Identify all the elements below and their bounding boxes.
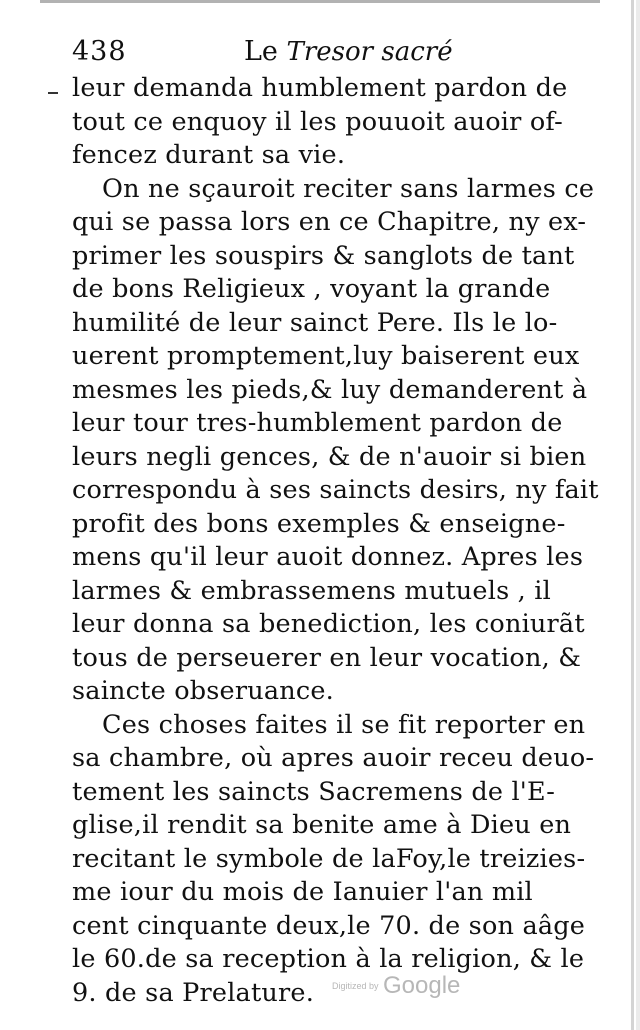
text-line: primer les souspirs & sanglots de tant bbox=[72, 240, 575, 271]
text-line: cent cinquante deux,le 70. de son aâge bbox=[72, 910, 586, 941]
text-line: fencez durant sa vie. bbox=[72, 140, 346, 170]
body-text bbox=[72, 72, 599, 1010]
text-line: tous de perseuerer en leur vocation, & bbox=[72, 642, 582, 673]
digitized-watermark bbox=[332, 972, 460, 1000]
running-header bbox=[72, 36, 572, 76]
text-line: tement les saincts Sacremens de l'E- bbox=[72, 776, 556, 807]
text-line: mens qu'il leur auoit donnez. Apres les bbox=[72, 542, 584, 572]
text-line: mesmes les pieds,& luy demanderent à bbox=[72, 374, 588, 405]
text-line: 9. de sa Prelature. bbox=[72, 977, 315, 1008]
text-line: qui se passa lors en ce Chapitre, ny ex- bbox=[72, 207, 587, 237]
text-line: recitant le symbole de laFoy,le treizies- bbox=[72, 843, 586, 874]
text-line: le 60.de sa reception à la religion, & le bbox=[72, 944, 585, 974]
text-line: leurs negli gences, & de n'auoir si bien bbox=[72, 441, 587, 472]
running-title bbox=[244, 36, 453, 67]
text-line: uerent promptement,luy baiserent eux bbox=[72, 341, 580, 371]
text-line: saincte obseruance. bbox=[72, 676, 334, 706]
page-gutter-shadow bbox=[636, 0, 640, 1030]
paragraph-first-line: Ces choses faites il se fit reporter en bbox=[102, 709, 586, 740]
text-line: glise,il rendit sa benite ame à Dieu en bbox=[72, 810, 572, 840]
text-line: correspondu à ses saincts desirs, ny fait bbox=[72, 475, 599, 505]
text-line: humilité de leur sainct Pere. Ils le lo- bbox=[72, 307, 558, 338]
paragraph-first-line: On ne sçauroit reciter sans larmes ce bbox=[102, 173, 595, 204]
text-line: leur demanda humblement pardon de bbox=[72, 73, 568, 103]
text-line: profit des bons exemples & enseigne- bbox=[72, 508, 566, 539]
text-line: larmes & embrassemens mutuels , il bbox=[72, 575, 551, 606]
page-number: 438 bbox=[72, 36, 127, 67]
google-logo: Google bbox=[382, 972, 461, 999]
margin-mark bbox=[48, 92, 58, 94]
text-line: de bons Religieux , voyant la grande bbox=[72, 274, 551, 304]
text-line: me iour du mois de Ianuier l'an mil bbox=[72, 877, 533, 907]
text-line: tout ce enquoy il les pouuoit auoir of- bbox=[72, 106, 563, 137]
text-line: sa chambre, où apres auoir receu deuo- bbox=[72, 743, 595, 773]
page-right-edge bbox=[631, 0, 634, 1030]
text-line: leur donna sa benediction, les coniurãt bbox=[72, 609, 585, 639]
page-top-edge bbox=[40, 0, 600, 3]
text-line: leur tour tres-humblement pardon de bbox=[72, 408, 563, 438]
watermark-prefix: Digitized by bbox=[332, 981, 379, 991]
running-title-upright: Le bbox=[244, 36, 278, 67]
running-title-italic: Tresor sacré bbox=[286, 37, 453, 67]
